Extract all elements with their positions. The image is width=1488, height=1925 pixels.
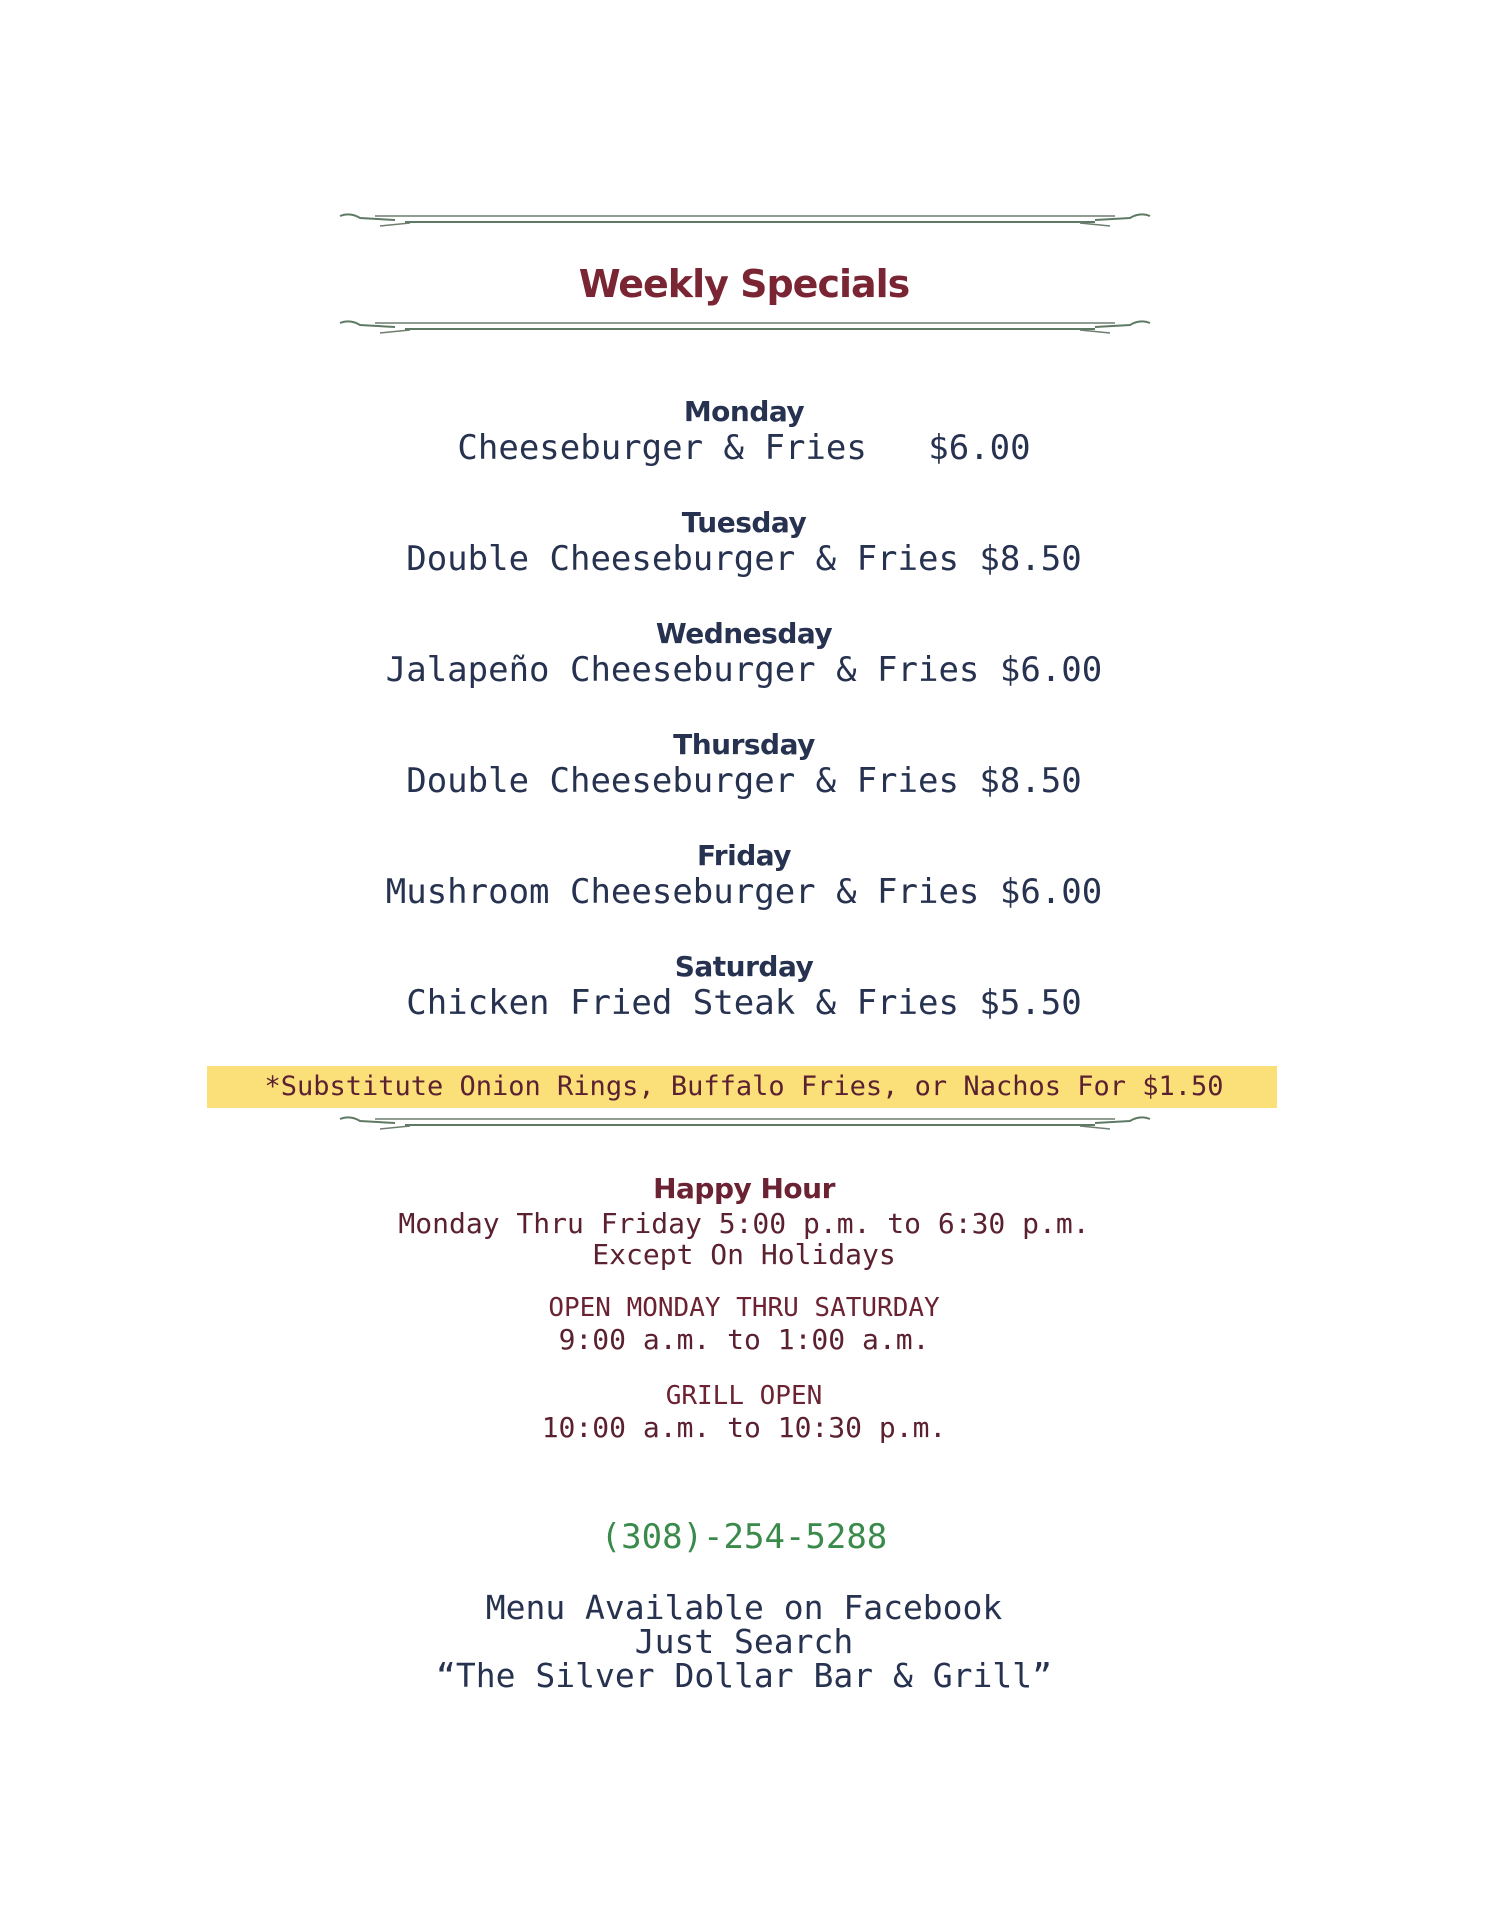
- happy-hour-exception: Except On Holidays: [592, 1238, 896, 1271]
- special-item-friday: Mushroom Cheeseburger & Fries $6.00: [385, 872, 1103, 912]
- facebook-line-2: Just Search: [634, 1622, 854, 1661]
- special-day-monday: Monday: [683, 395, 805, 428]
- special-day-wednesday: Wednesday: [655, 617, 833, 650]
- special-day-friday: Friday: [696, 839, 792, 872]
- grill-hours-times: 10:00 a.m. to 10:30 p.m.: [541, 1411, 947, 1444]
- special-day-tuesday: Tuesday: [681, 506, 807, 539]
- special-item-monday: Cheeseburger & Fries $6.00: [457, 428, 1031, 468]
- special-day-thursday: Thursday: [673, 728, 815, 761]
- special-day-saturday: Saturday: [674, 950, 814, 983]
- ornamental-divider-top: [335, 210, 1155, 234]
- special-item-saturday: Chicken Fried Steak & Fries $5.50: [406, 983, 1082, 1023]
- open-hours-title: OPEN MONDAY THRU SATURDAY: [548, 1293, 940, 1323]
- facebook-line-3: “The Silver Dollar Bar & Grill”: [436, 1656, 1052, 1695]
- happy-hour-title: Happy Hour: [653, 1172, 835, 1205]
- ornamental-divider-middle: [335, 1113, 1155, 1137]
- phone-number: (308)-254-5288: [600, 1517, 888, 1557]
- special-item-wednesday: Jalapeño Cheeseburger & Fries $6.00: [385, 650, 1103, 690]
- special-item-thursday: Double Cheeseburger & Fries $8.50: [406, 761, 1082, 801]
- open-hours-times: 9:00 a.m. to 1:00 a.m.: [558, 1323, 930, 1356]
- happy-hour-times: Monday Thru Friday 5:00 p.m. to 6:30 p.m.: [398, 1207, 1090, 1240]
- grill-hours-title: GRILL OPEN: [665, 1381, 823, 1411]
- ornamental-divider-under-title: [335, 317, 1155, 341]
- page-title: Weekly Specials: [578, 262, 910, 306]
- facebook-line-1: Menu Available on Facebook: [485, 1588, 1003, 1627]
- substitute-note: *Substitute Onion Rings, Buffalo Fries, or Nachos For $1.50: [264, 1071, 1224, 1102]
- special-item-tuesday: Double Cheeseburger & Fries $8.50: [406, 539, 1082, 579]
